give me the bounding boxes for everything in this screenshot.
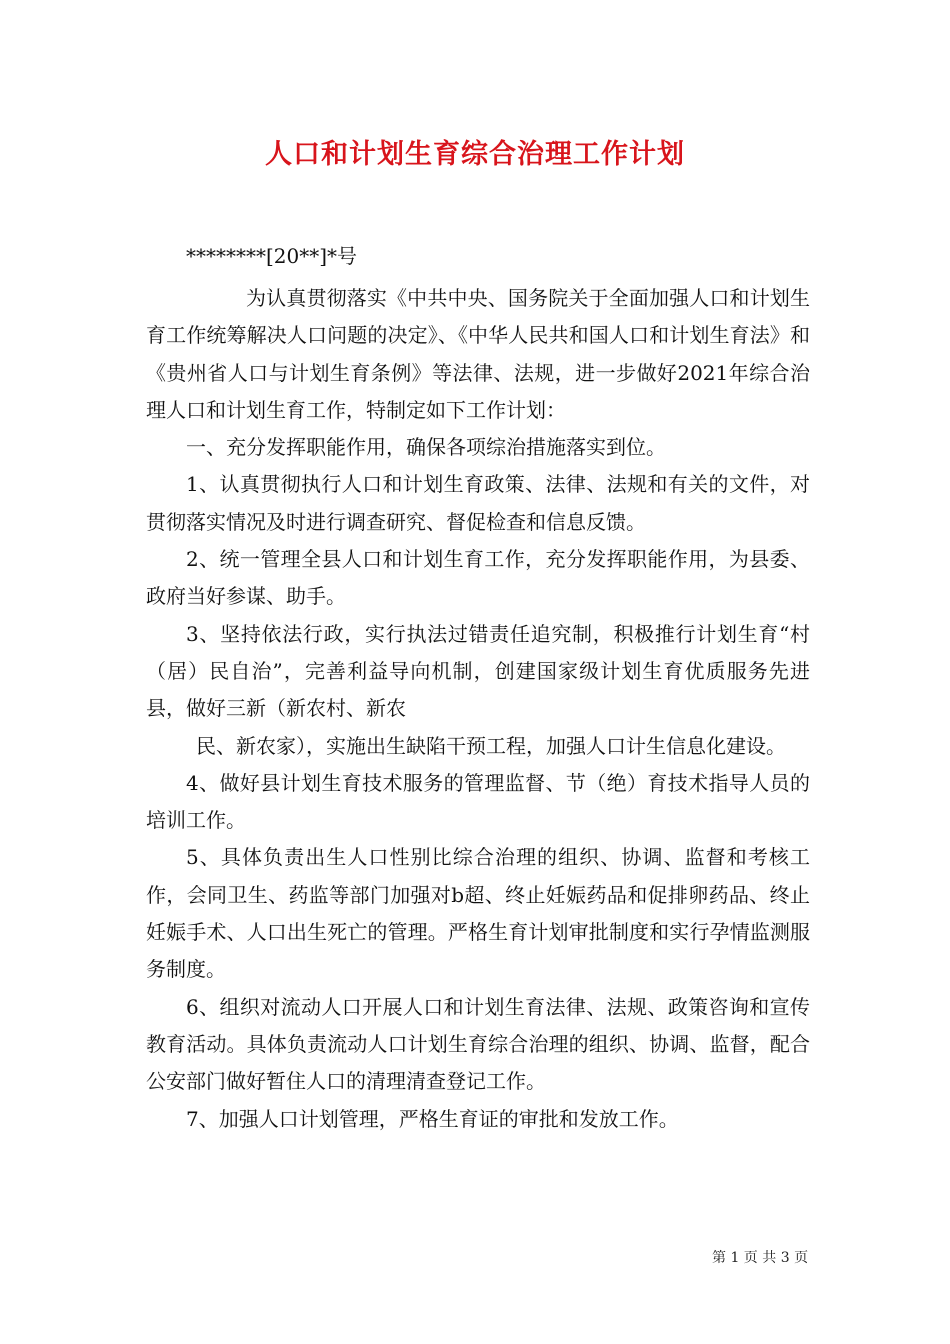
item-paragraph-5: 5、具体负责出生人口性别比综合治理的组织、协调、监督和考核工作，会同卫生、药监等部门加强对b超、终止妊娠药品和促排卵药品、终止妊娠手术、人口出生死亡的管理。严格生育计划审批制度和实行孕情监测服务制度。: [146, 845, 810, 982]
item-paragraph-1: 1、认真贯彻执行人口和计划生育政策、法律、法规和有关的文件，对贯彻落实情况及时进行调查研究、督促检查和信息反馈。: [146, 472, 810, 534]
item-paragraph-4: 4、做好县计划生育技术服务的管理监督、节（绝）育技术指导人员的培训工作。: [146, 770, 810, 833]
item-paragraph-2: 2、统一管理全县人口和计划生育工作，充分发挥职能作用，为县委、政府当好参谋、助手。: [146, 547, 810, 609]
page-footer: 第 1 页 共 3 页: [712, 1250, 809, 1266]
document-body: [146, 280, 810, 1138]
item-paragraph-6: 6、组织对流动人口开展人口和计划生育法律、法规、政策咨询和宣传教育活动。具体负责流动人口计划生育综合治理的组织、协调、监督，配合公安部门做好暂住人口的清理清查登记工作。: [146, 994, 810, 1094]
page-title: 人口和计划生育综合治理工作计划: [265, 139, 685, 170]
document-number: ********[20**]*号: [186, 244, 358, 268]
intro-paragraph: 为认真贯彻落实《中共中央、国务院关于全面加强人口和计划生育工作统筹解决人口问题的决定》、《中华人民共和国人口和计划生育法》和《贵州省人口与计划生育条例》等法律、法规，进一步做好2021年综合治理人口和计划生育工作，特制定如下工作计划：: [146, 286, 810, 422]
item-paragraph-3-continued: 民、新农家），实施出生缺陷干预工程，加强人口计生信息化建设。: [196, 733, 786, 758]
section-heading-1: 一、充分发挥职能作用，确保各项综治措施落实到位。: [186, 435, 666, 460]
item-paragraph-7: 7、加强人口计划管理，严格生育证的审批和发放工作。: [186, 1106, 679, 1131]
item-paragraph-3: 3、坚持依法行政，实行执法过错责任追究制，积极推行计划生育“村（居）民自治”，完善利益导向机制，创建国家级计划生育优质服务先进县，做好三新（新农村、新农: [146, 621, 810, 721]
